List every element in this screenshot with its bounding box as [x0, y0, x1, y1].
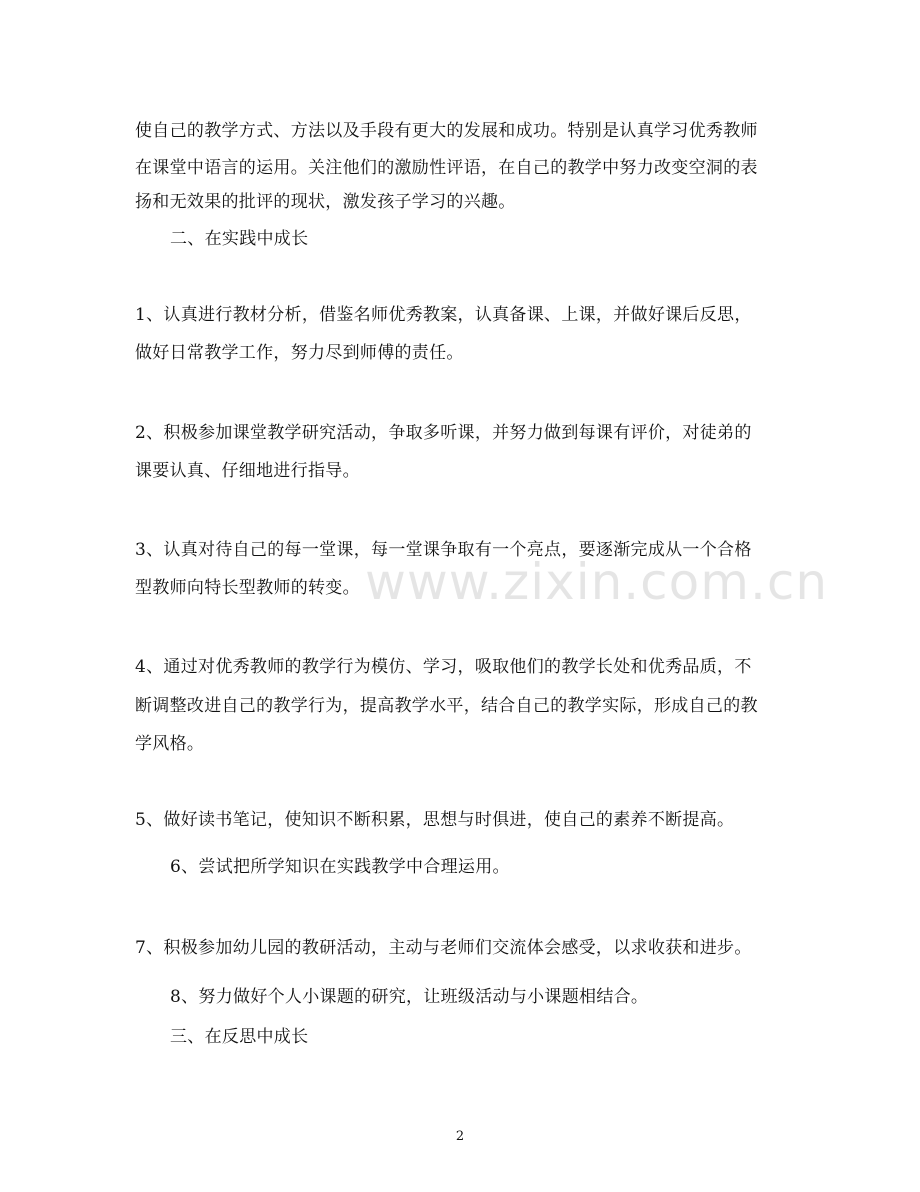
section-heading-practice: 二、在实践中成长	[170, 229, 309, 249]
item-1-line-1: 1、认真进行教材分析，借鉴名师优秀教案，认真备课、上课，并做好课后反思，	[135, 305, 752, 325]
section-heading-reflection: 三、在反思中成长	[170, 1027, 309, 1047]
paragraph-line-2: 在课堂中语言的运用。关注他们的激励性评语，在自己的教学中努力改变空洞的表	[135, 158, 758, 178]
paragraph-line-3: 扬和无效果的批评的现状，激发孩子学习的兴趣。	[135, 192, 516, 212]
item-2-line-2: 课要认真、仔细地进行指导。	[135, 461, 360, 481]
page-number: 2	[455, 1129, 465, 1144]
item-5: 5、做好读书笔记，使知识不断积累，思想与时俱进，使自己的素养不断提高。	[135, 810, 735, 830]
item-6: 6、尝试把所学知识在实践教学中合理运用。	[170, 857, 510, 877]
item-4-line-3: 学风格。	[135, 734, 205, 754]
item-8: 8、努力做好个人小课题的研究，让班级活动与小课题相结合。	[170, 987, 649, 1007]
item-3-line-2: 型教师向特长型教师的转变。	[135, 578, 360, 598]
item-7: 7、积极参加幼儿园的教研活动，主动与老师们交流体会感受，以求收获和进步。	[135, 938, 752, 958]
item-4-line-2: 断调整改进自己的教学行为，提高教学水平，结合自己的教学实际，形成自己的教	[135, 696, 758, 716]
item-3-line-1: 3、认真对待自己的每一堂课，每一堂课争取有一个亮点，要逐渐完成从一个合格	[135, 540, 752, 560]
paragraph-line-1: 使自己的教学方式、方法以及手段有更大的发展和成功。特别是认真学习优秀教师	[135, 121, 758, 141]
item-1-line-2: 做好日常教学工作，努力尽到师傅的责任。	[135, 343, 464, 363]
watermark: www.zixin.com.cn	[365, 553, 829, 611]
item-2-line-1: 2、积极参加课堂教学研究活动，争取多听课，并努力做到每课有评价，对徒弟的	[135, 423, 752, 443]
item-4-line-1: 4、通过对优秀教师的教学行为模仿、学习，吸取他们的教学长处和优秀品质，不	[135, 657, 752, 677]
